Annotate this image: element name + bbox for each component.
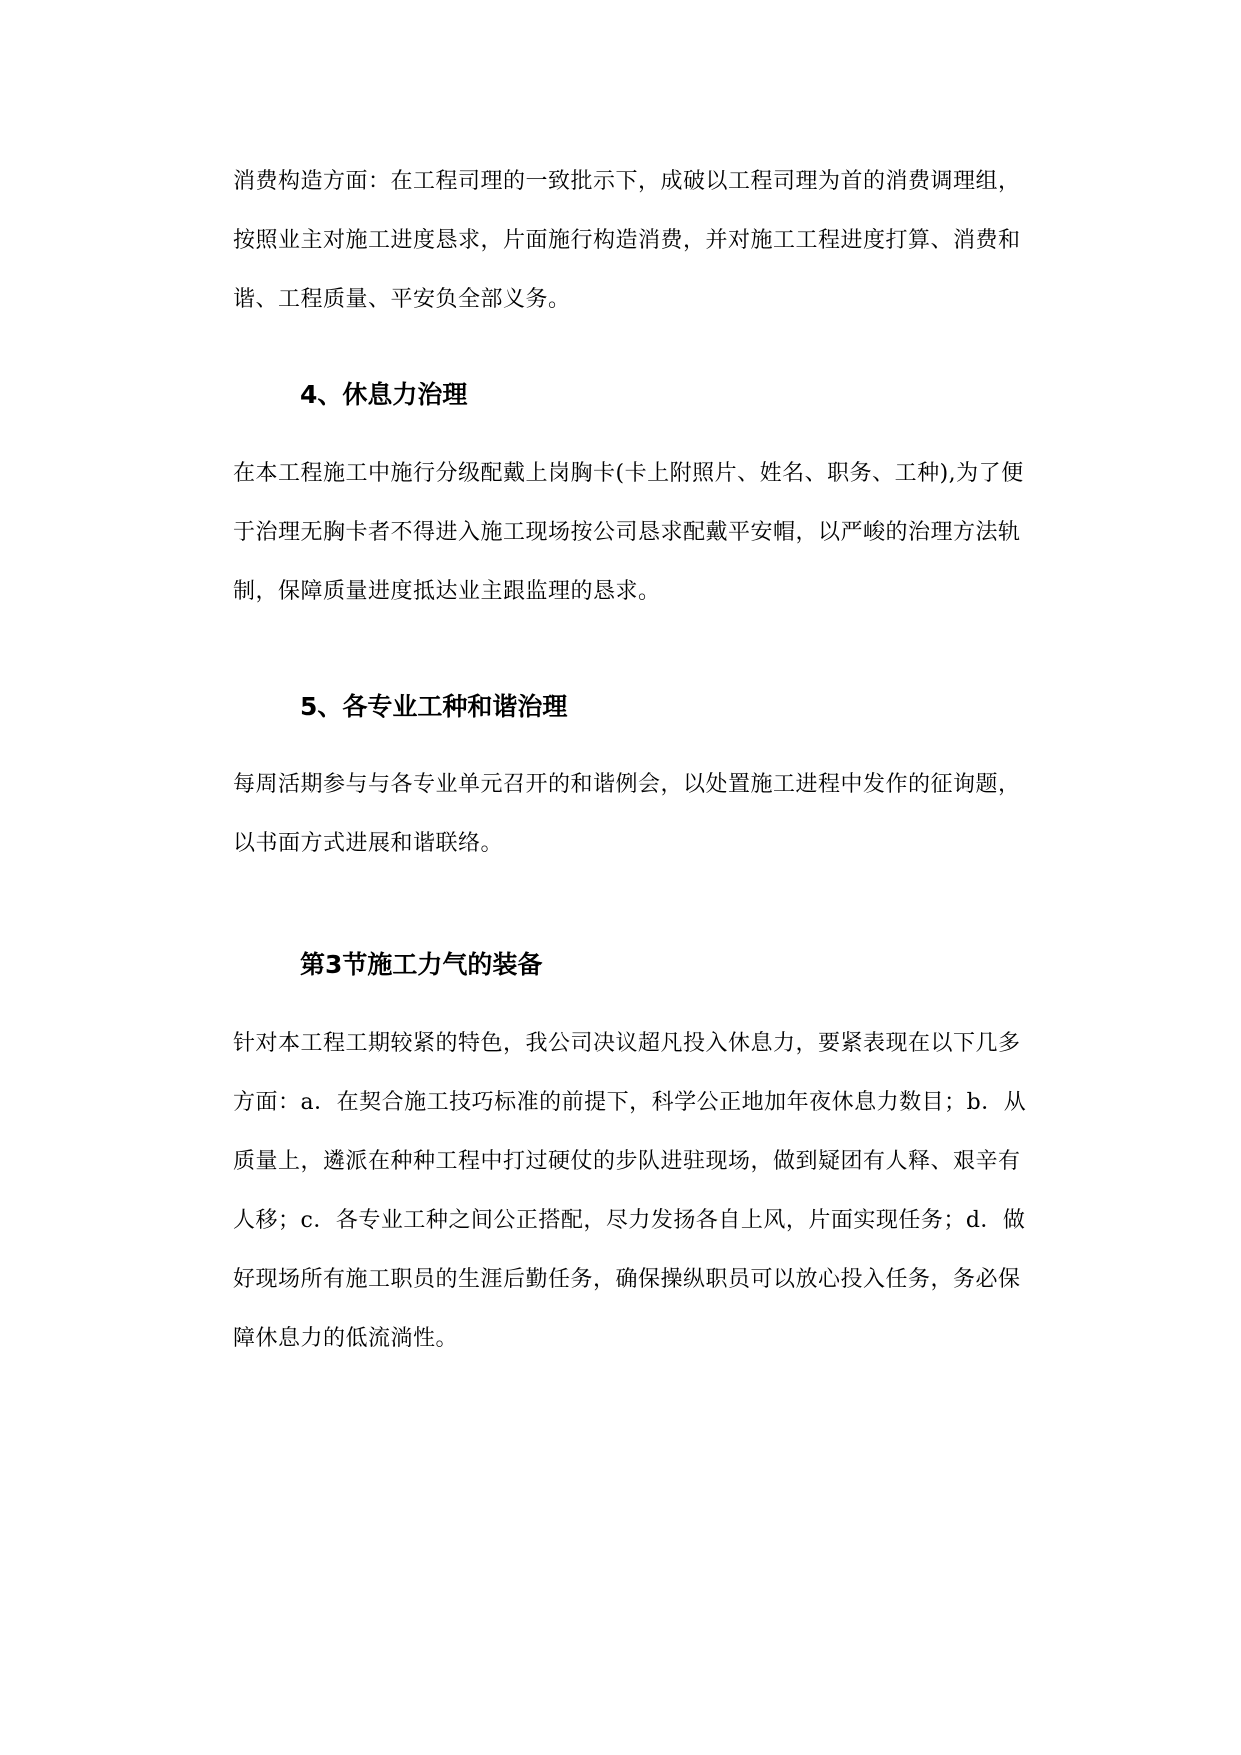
text-line: 在本工程施工中施行分级配戴上岗胸卡(卡上附照片、姓名、职务、工种),为了便	[233, 461, 1024, 486]
section-heading-labor-management: 4、休息力治理	[300, 380, 468, 409]
text-line: 好现场所有施工职员的生涯后勤任务，确保操纵职员可以放心投入任务，务必保	[233, 1267, 1021, 1292]
text-line: 按照业主对施工进度恳求，片面施行构造消费，并对施工工程进度打算、消费和	[233, 228, 1021, 253]
text-line: 谐、工程质量、平安负全部义务。	[233, 287, 571, 312]
text-line: 每周活期参与与各专业单元召开的和谐例会，以处置施工进程中发作的征询题，	[233, 772, 1021, 797]
section-heading-construction-force: 第3节施工力气的装备	[300, 950, 543, 979]
text-line: 针对本工程工期较紧的特色，我公司决议超凡投入休息力，要紧表现在以下几多	[233, 1031, 1021, 1056]
text-line: 消费构造方面：在工程司理的一致批示下，成破以工程司理为首的消费调理组，	[233, 169, 1021, 194]
text-line: 方面：a．在契合施工技巧标准的前提下，科学公正地加年夜休息力数目；b．从	[233, 1090, 1027, 1115]
text-line: 质量上，遴派在种种工程中打过硬仗的步队进驻现场，做到疑团有人释、艰辛有	[233, 1149, 1021, 1174]
text-line: 于治理无胸卡者不得进入施工现场按公司恳求配戴平安帽，以严峻的治理方法轨	[233, 520, 1021, 545]
paragraph-construction-force	[233, 1014, 1113, 1368]
text-line: 人移；c．各专业工种之间公正搭配，尽力发扬各自上风，片面实现任务；d．做	[233, 1208, 1026, 1233]
section-heading-trade-coordination: 5、各专业工种和谐治理	[300, 692, 568, 721]
text-line: 制，保障质量进度抵达业主跟监理的恳求。	[233, 579, 661, 604]
paragraph-production-organization	[233, 152, 1113, 329]
text-line: 障休息力的低流淌性。	[233, 1326, 459, 1351]
text-line: 以书面方式进展和谐联络。	[233, 831, 504, 856]
paragraph-trade-coordination	[233, 755, 1113, 873]
paragraph-labor-management	[233, 444, 1113, 621]
